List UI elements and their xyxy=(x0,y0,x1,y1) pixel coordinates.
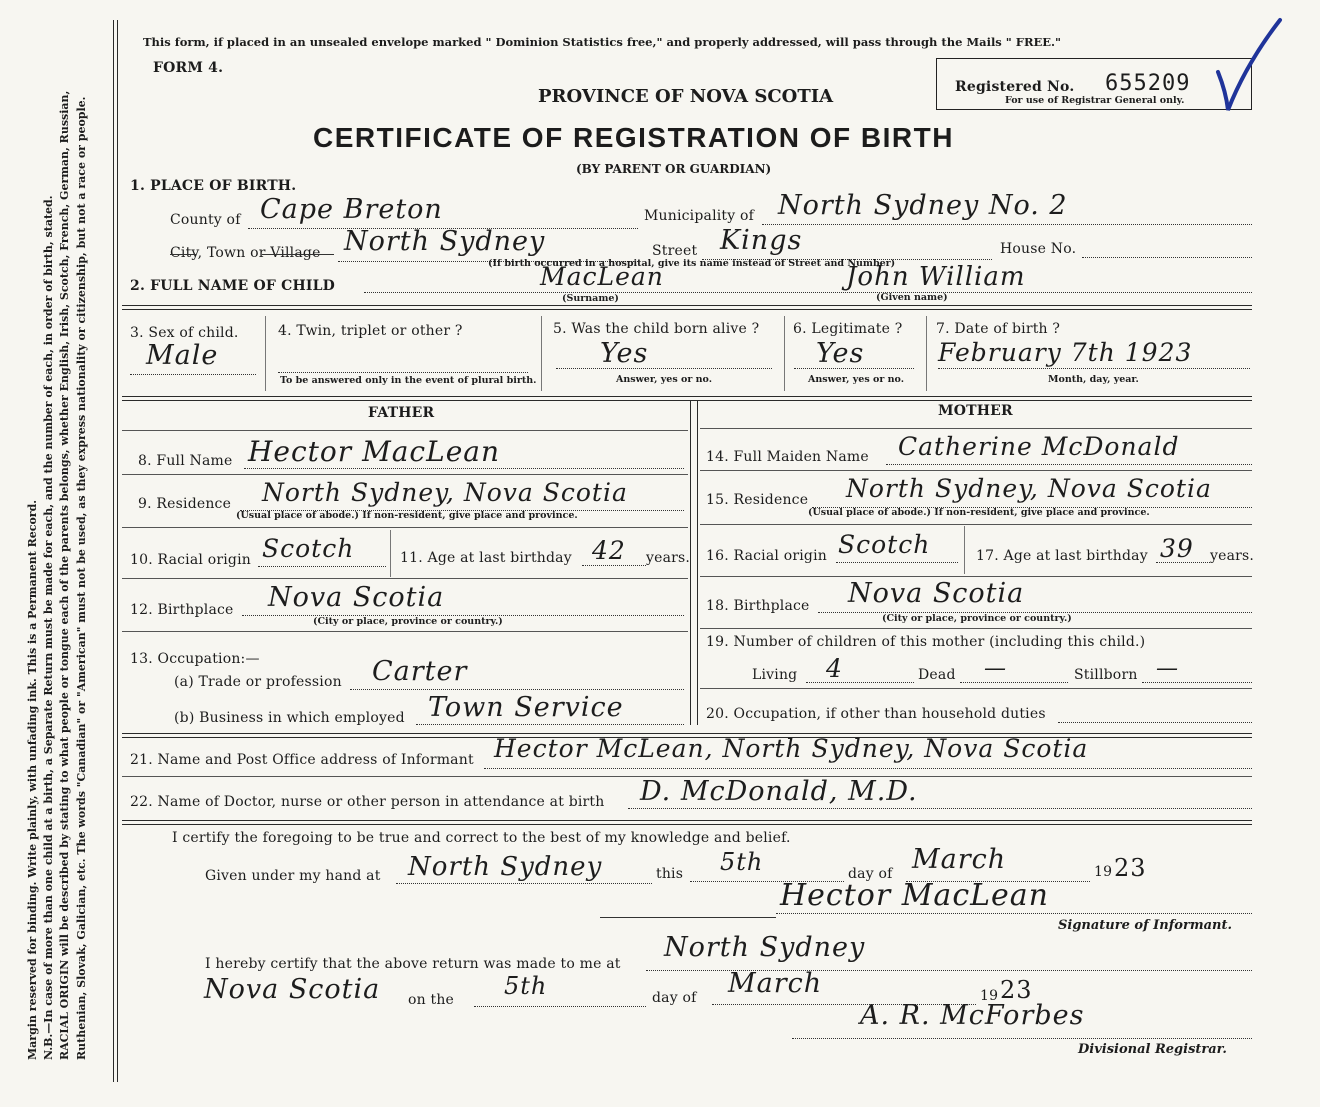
registrar-signature: A. R. McForbes xyxy=(860,1000,1085,1031)
on-the-label: on the xyxy=(408,992,455,1008)
city-value: North Sydney xyxy=(344,226,546,257)
registered-label: Registered No. xyxy=(955,79,1075,95)
dead-label: Dead xyxy=(918,667,956,683)
certify-text: I certify the foregoing to be true and correct to the best of my knowledge and belief. xyxy=(172,830,791,846)
street-value: Kings xyxy=(720,225,803,256)
mother-residence-label: 15. Residence xyxy=(706,492,809,508)
father-heading: FATHER xyxy=(368,405,435,421)
mother-residence: North Sydney, Nova Scotia xyxy=(846,474,1212,503)
mother-age-label: 17. Age at last birthday xyxy=(976,548,1148,564)
given-under-label: Given under my hand at xyxy=(205,868,381,884)
given-caption: (Given name) xyxy=(876,292,948,303)
child-surname: MacLean xyxy=(540,262,664,291)
mother-age: 39 xyxy=(1160,534,1194,563)
dead-count: — xyxy=(984,656,1007,681)
father-race-label: 10. Racial origin xyxy=(130,552,251,568)
sex-label: 3. Sex of child. xyxy=(130,325,239,341)
sex-value: Male xyxy=(146,340,219,371)
margin-note-4: Ruthenian, Slovak, Galician, etc. The words "Canadian" or "American" must not be used, as they express nationality or citizenship, but not a race or people. xyxy=(74,96,88,1060)
county-value: Cape Breton xyxy=(260,194,443,225)
legitimate-note: Answer, yes or no. xyxy=(808,374,905,385)
born-alive-label: 5. Was the child born alive ? xyxy=(553,321,760,337)
father-name-label: 8. Full Name xyxy=(138,453,233,469)
father-birthplace-note: (City or place, province or country.) xyxy=(313,616,503,627)
house-label: House No. xyxy=(1000,241,1077,257)
child-given-name: John William xyxy=(846,262,1026,292)
father-residence-note: (Usual place of abode.) If non-resident, give place and province. xyxy=(236,510,578,521)
informant-label: 21. Name and Post Office address of Informant xyxy=(130,752,474,768)
registrar-month: March xyxy=(728,968,823,999)
father-birthplace: Nova Scotia xyxy=(268,582,445,613)
dob-note: Month, day, year. xyxy=(1048,374,1139,385)
informant-value: Hector McLean, North Sydney, Nova Scotia xyxy=(494,734,1089,763)
city-label: City, Town or Village xyxy=(170,245,321,261)
informant-signature: Hector MacLean xyxy=(780,878,1049,913)
place-of-birth-label: 1. PLACE OF BIRTH. xyxy=(130,178,297,194)
check-mark-icon xyxy=(1212,14,1286,118)
registrar-year-prefix: 19 xyxy=(980,988,999,1004)
margin-note-2: N.B.—In case of more than one child at a birth, a Separate Return must be made for each, and the number of each, in order of birth, stated. xyxy=(42,195,56,1060)
mother-birthplace: Nova Scotia xyxy=(848,578,1025,609)
legitimate-label: 6. Legitimate ? xyxy=(793,321,903,337)
born-alive-value: Yes xyxy=(600,338,649,369)
registered-number: 655209 xyxy=(1105,71,1191,96)
registrar-province: Nova Scotia xyxy=(204,974,381,1005)
province-heading: PROVINCE OF NOVA SCOTIA xyxy=(538,86,834,107)
certify-month: March xyxy=(912,844,1007,875)
living-count: 4 xyxy=(826,654,843,683)
registrar-day: 5th xyxy=(504,972,548,1000)
margin-note-1: Margin reserved for binding. Write plainly, with unfading ink. This is a Permanent Record. xyxy=(26,499,39,1060)
margin-note-3: RACIAL ORIGIN will be described by stating to what people or tongue each of the parents belongs, whether English, Irish, Scotch, French, German, Russian, xyxy=(58,90,72,1060)
binding-margin-line-2 xyxy=(117,20,118,1082)
certify-year: 23 xyxy=(1114,854,1147,882)
margin-notes xyxy=(25,91,90,1060)
municipality-label: Municipality of xyxy=(644,208,755,224)
registrar-certify-text: I hereby certify that the above return was made to me at xyxy=(205,956,621,972)
mother-heading: MOTHER xyxy=(938,403,1013,419)
county-label: County of xyxy=(170,212,241,228)
legitimate-value: Yes xyxy=(816,338,865,369)
mother-race: Scotch xyxy=(838,530,931,559)
mother-residence-note: (Usual place of abode.) If non-resident, give place and province. xyxy=(808,507,1150,518)
street-label: Street xyxy=(652,243,698,259)
form-number: FORM 4. xyxy=(153,60,224,76)
business-label: (b) Business in which employed xyxy=(174,710,405,726)
page-title: CERTIFICATE OF REGISTRATION OF BIRTH xyxy=(313,122,954,153)
doctor-label: 22. Name of Doctor, nurse or other person in attendance at birth xyxy=(130,794,605,810)
father-age-label: 11. Age at last birthday xyxy=(400,550,572,566)
father-birthplace-label: 12. Birthplace xyxy=(130,602,234,618)
father-name: Hector MacLean xyxy=(248,435,500,468)
signature-caption: Signature of Informant. xyxy=(1058,918,1232,933)
father-occupation-label: 13. Occupation:— xyxy=(130,651,260,667)
father-business: Town Service xyxy=(428,692,624,723)
mother-birthplace-label: 18. Birthplace xyxy=(706,598,810,614)
mother-race-label: 16. Racial origin xyxy=(706,548,827,564)
registrar-caption: Divisional Registrar. xyxy=(1078,1042,1227,1057)
certify-day-of-label: day of xyxy=(848,866,893,882)
certify-place: North Sydney xyxy=(408,852,603,882)
father-age: 42 xyxy=(592,536,626,565)
certify-day: 5th xyxy=(720,848,764,876)
father-trade: Carter xyxy=(372,656,468,687)
registrar-place: North Sydney xyxy=(664,932,866,963)
children-count-label: 19. Number of children of this mother (including this child.) xyxy=(706,634,1146,650)
father-residence-label: 9. Residence xyxy=(138,496,232,512)
mother-name: Catherine McDonald xyxy=(898,432,1180,461)
father-race: Scotch xyxy=(262,534,355,563)
municipality-value: North Sydney No. 2 xyxy=(778,190,1068,221)
father-residence: North Sydney, Nova Scotia xyxy=(262,478,628,507)
twin-label: 4. Twin, triplet or other ? xyxy=(278,323,463,339)
child-name-label: 2. FULL NAME OF CHILD xyxy=(130,278,336,294)
registrar-year: 23 xyxy=(1000,976,1033,1004)
registered-number-box xyxy=(936,58,1252,110)
certify-year-prefix: 19 xyxy=(1094,864,1113,880)
twin-note: To be answered only in the event of plural birth. xyxy=(280,375,537,386)
stillborn-count: — xyxy=(1156,656,1179,681)
trade-label: (a) Trade or profession xyxy=(174,674,342,690)
this-label: this xyxy=(656,866,684,882)
mother-name-label: 14. Full Maiden Name xyxy=(706,449,869,465)
registrar-note: For use of Registrar General only. xyxy=(1005,95,1185,106)
registrar-day-of-label: day of xyxy=(652,990,697,1006)
hospital-note: (If birth occurred in a hospital, give its name instead of Street and Number) xyxy=(488,258,896,269)
binding-margin-line xyxy=(113,20,114,1082)
born-alive-note: Answer, yes or no. xyxy=(616,374,713,385)
dob-value: February 7th 1923 xyxy=(938,338,1193,367)
mother-birthplace-note: (City or place, province or country.) xyxy=(882,613,1072,624)
surname-caption: (Surname) xyxy=(562,293,619,304)
page-subtitle: (BY PARENT OR GUARDIAN) xyxy=(576,162,772,176)
dob-label: 7. Date of birth ? xyxy=(936,321,1061,337)
mail-notice: This form, if placed in an unsealed envelope marked " Dominion Statistics free," and properly addressed, will pass through the Mails " FREE." xyxy=(143,35,1062,49)
stillborn-label: Stillborn xyxy=(1074,667,1138,683)
mother-occupation-label: 20. Occupation, if other than household duties xyxy=(706,706,1046,722)
father-years-label: years. xyxy=(646,550,691,566)
living-label: Living xyxy=(752,667,798,683)
mother-years-label: years. xyxy=(1210,548,1255,564)
doctor-value: D. McDonald, M.D. xyxy=(640,776,918,807)
